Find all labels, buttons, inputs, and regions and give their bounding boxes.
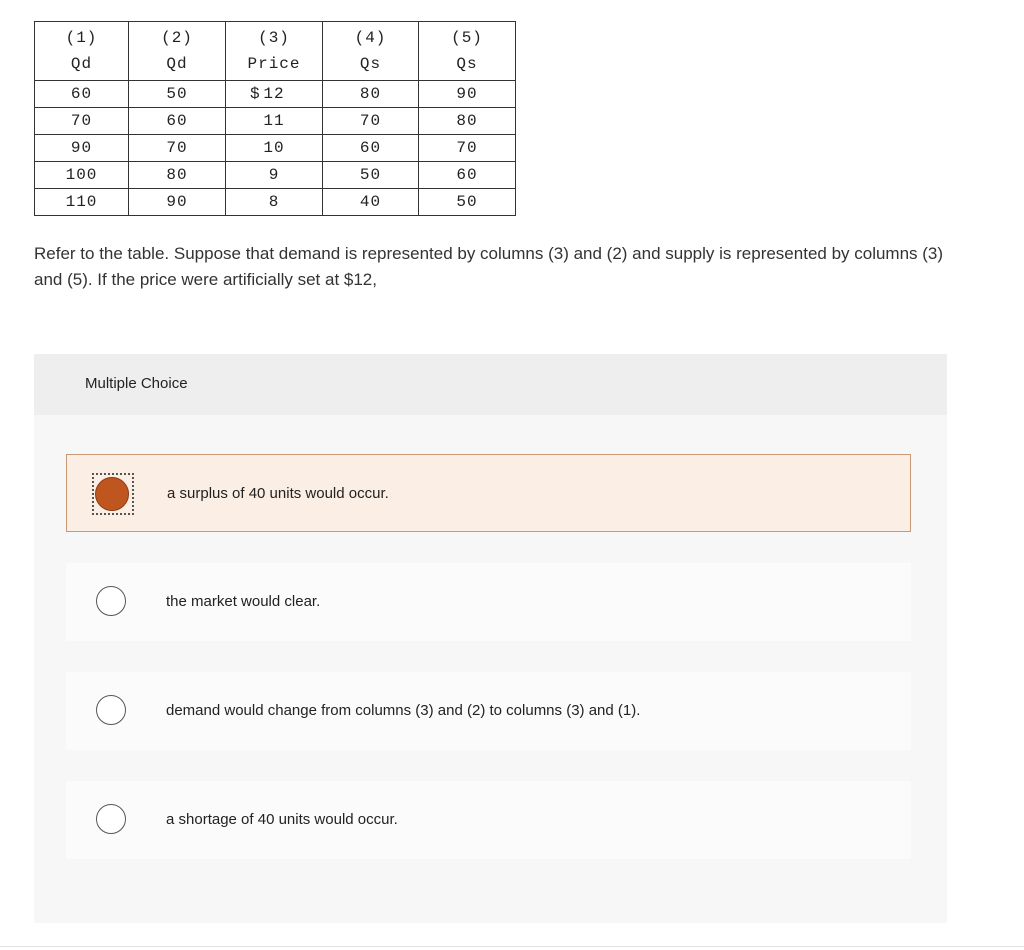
multiple-choice-panel [34, 354, 947, 923]
cell-qs5: 60 [419, 162, 516, 189]
multiple-choice-title: Multiple Choice [85, 375, 188, 392]
cell-price [226, 162, 323, 189]
price-value: 9 [268, 166, 280, 184]
cell-qd2: 60 [129, 108, 226, 135]
column-header-qd2 [129, 22, 226, 81]
table-row [35, 162, 516, 189]
multiple-choice-header [34, 354, 947, 415]
cell-qd1: 60 [35, 81, 129, 108]
column-number: (5) [451, 29, 483, 47]
column-header-qs5 [419, 22, 516, 81]
cell-qs4: 70 [323, 108, 419, 135]
dollar-sign: $ [250, 85, 261, 103]
table-row [35, 81, 516, 108]
column-symbol: Qs [359, 55, 382, 73]
question-text: Refer to the table. Suppose that demand is represented by columns (3) and (2) and supply is represented by columns (3) and (5). If the price were artificially set at $12, [34, 244, 944, 289]
answer-option-label: a surplus of 40 units would occur. [167, 485, 389, 502]
cell-qd2: 50 [129, 81, 226, 108]
cell-price [226, 189, 323, 216]
cell-qs4: 50 [323, 162, 419, 189]
column-number: (3) [258, 29, 290, 47]
radio-selected-icon[interactable] [95, 477, 129, 511]
column-header-qs4 [323, 22, 419, 81]
column-header-qd1 [35, 22, 129, 81]
cell-price [226, 81, 323, 108]
cell-qd1: 70 [35, 108, 129, 135]
column-number: (1) [65, 29, 98, 47]
price-value: 11 [263, 112, 285, 130]
cell-price [226, 108, 323, 135]
column-symbol: Price [247, 55, 301, 73]
supply-demand-table [34, 21, 516, 216]
cell-qs5: 80 [419, 108, 516, 135]
cell-qs4: 40 [323, 189, 419, 216]
table-row [35, 108, 516, 135]
column-symbol: Qd [70, 55, 93, 73]
cell-price [226, 135, 323, 162]
cell-qd2: 80 [129, 162, 226, 189]
table-row [35, 135, 516, 162]
column-header-price [226, 22, 323, 81]
cell-qs5: 70 [419, 135, 516, 162]
column-number: (2) [161, 29, 193, 47]
column-symbol: Qs [456, 55, 478, 73]
answer-option-demand-change[interactable] [66, 672, 911, 750]
radio-icon[interactable] [96, 695, 126, 725]
column-number: (4) [354, 29, 387, 47]
answer-option-label: the market would clear. [166, 593, 321, 610]
answer-option-surplus[interactable] [66, 454, 911, 532]
cell-qs5: 50 [419, 189, 516, 216]
cell-qd1: 110 [35, 189, 129, 216]
radio-icon[interactable] [96, 586, 126, 616]
table-header-row [35, 22, 516, 81]
cell-qd2: 90 [129, 189, 226, 216]
table-row [35, 189, 516, 216]
cell-qd1: 90 [35, 135, 129, 162]
answer-option-label: a shortage of 40 units would occur. [166, 811, 398, 828]
cell-qs5: 90 [419, 81, 516, 108]
cell-qd2: 70 [129, 135, 226, 162]
answer-option-shortage[interactable] [66, 781, 911, 859]
radio-icon[interactable] [96, 804, 126, 834]
column-symbol: Qd [166, 55, 188, 73]
price-value: 8 [268, 193, 280, 211]
price-value: 12 [263, 85, 285, 103]
answer-option-market-clear[interactable] [66, 563, 911, 641]
cell-qd1: 100 [35, 162, 129, 189]
divider [0, 946, 1024, 947]
price-value: 10 [263, 139, 285, 157]
cell-qs4: 80 [323, 81, 419, 108]
answer-option-label: demand would change from columns (3) and (2) to columns (3) and (1). [166, 702, 641, 719]
cell-qs4: 60 [323, 135, 419, 162]
